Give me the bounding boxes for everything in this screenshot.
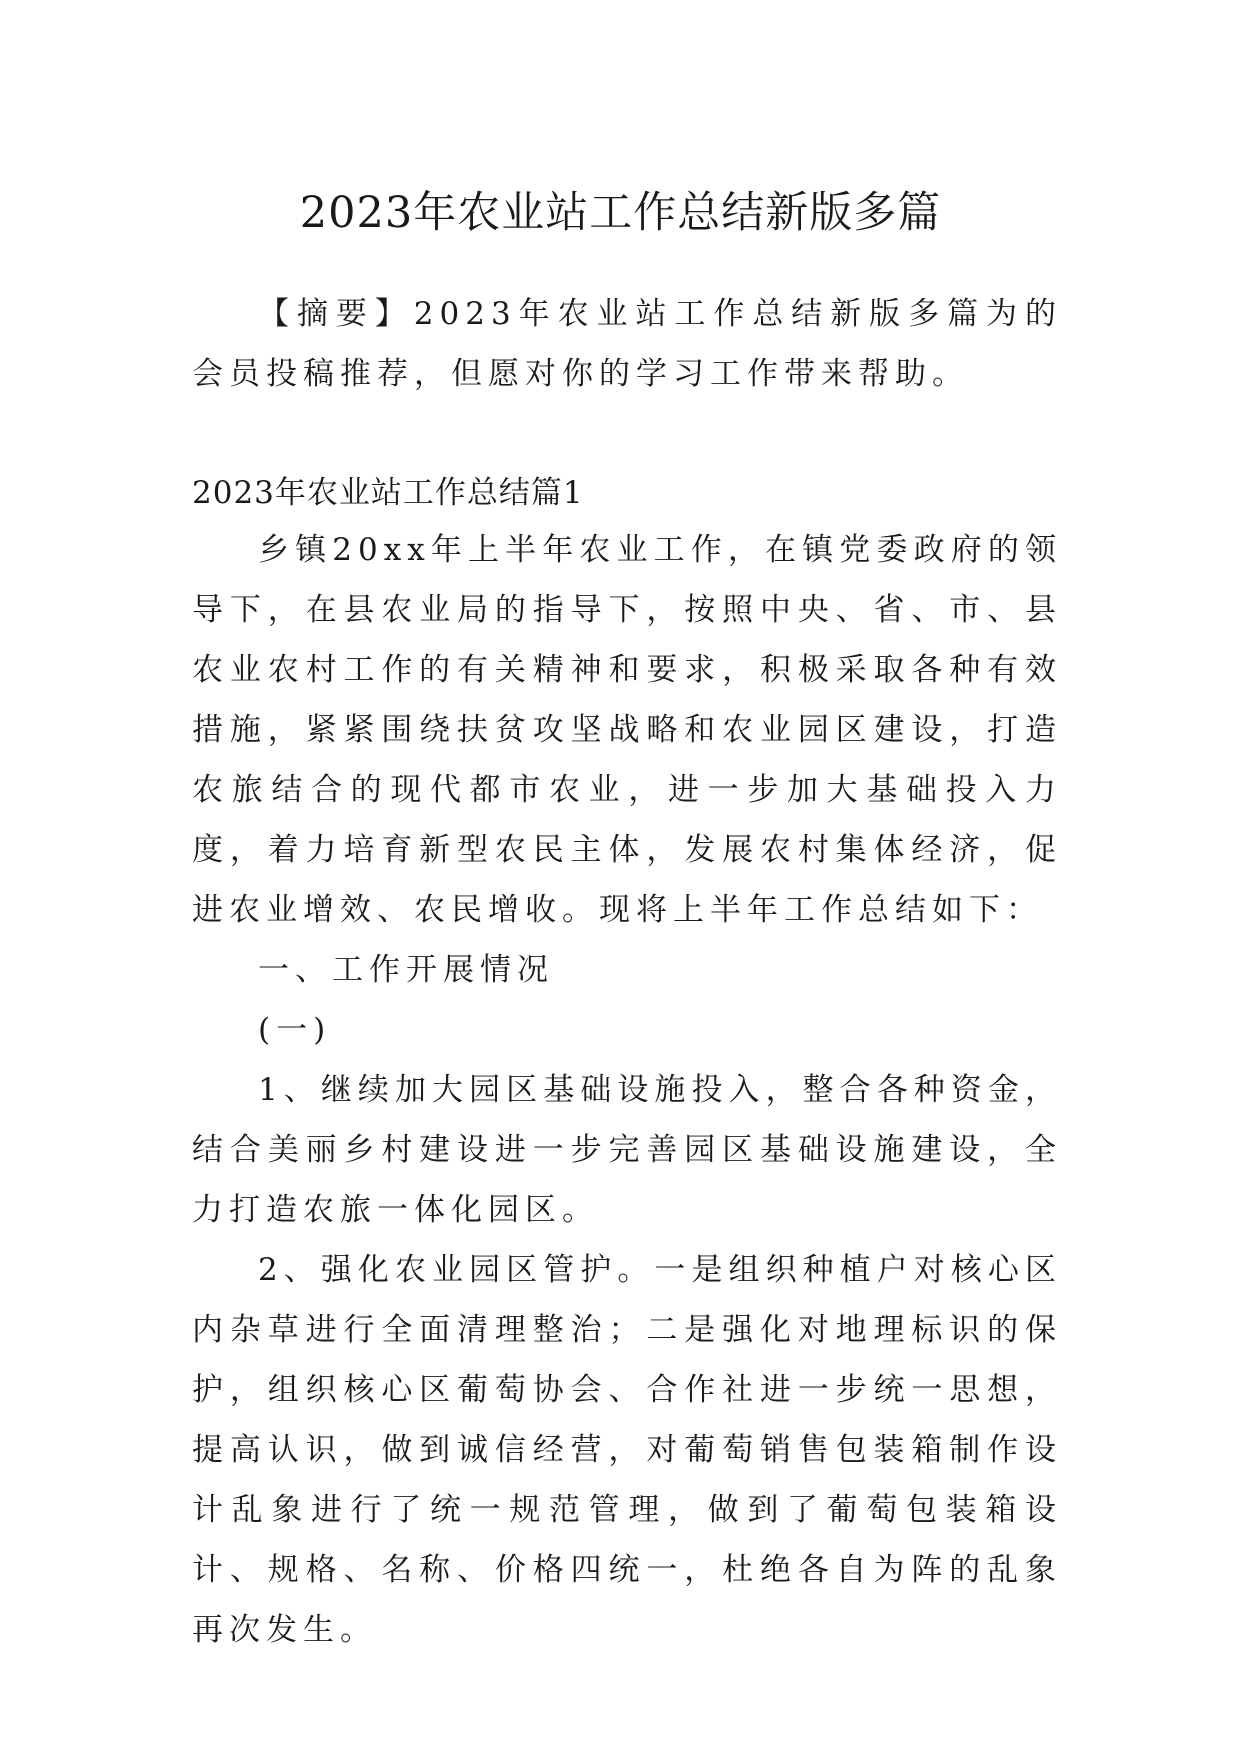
abstract-paragraph: 【摘要】2023年农业站工作总结新版多篇为的会员投稿推荐，但愿对你的学习工作带来帮助。 (192, 296, 1062, 392)
list-item-2: 2、强化农业园区管护。一是组织种植户对核心区内杂草进行全面清理整治；二是强化对地理标识的保护，组织核心区葡萄协会、合作社进一步统一思想，提高认识，做到诚信经营，对葡萄销售包装箱制作设计乱象进行了统一规范管理，做到了葡萄包装箱设计、规格、名称、价格四统一，杜绝各自为阵的乱象再次发生。 (192, 1252, 1062, 1648)
subheading-work-status: 一、工作开展情况 (258, 952, 554, 988)
document-body (192, 520, 1062, 1660)
subheading-part-one: (一) (258, 1012, 332, 1048)
section-heading: 2023年农业站工作总结篇1 (192, 475, 584, 511)
list-item-1: 1、继续加大园区基础设施投入，整合各种资金，结合美丽乡村建设进一步完善园区基础设施建设，全力打造农旅一体化园区。 (192, 1072, 1062, 1228)
document-title: 2023年农业站工作总结新版多篇 (299, 187, 942, 238)
intro-paragraph: 乡镇20xx年上半年农业工作，在镇党委政府的领导下，在县农业局的指导下，按照中央、省、市、县农业农村工作的有关精神和要求，积极采取各种有效措施，紧紧围绕扶贫攻坚战略和农业园区建设，打造农旅结合的现代都市农业，进一步加大基础投入力度，着力培育新型农民主体，发展农村集体经济，促进农业增效、农民增收。现将上半年工作总结如下： (192, 532, 1062, 928)
